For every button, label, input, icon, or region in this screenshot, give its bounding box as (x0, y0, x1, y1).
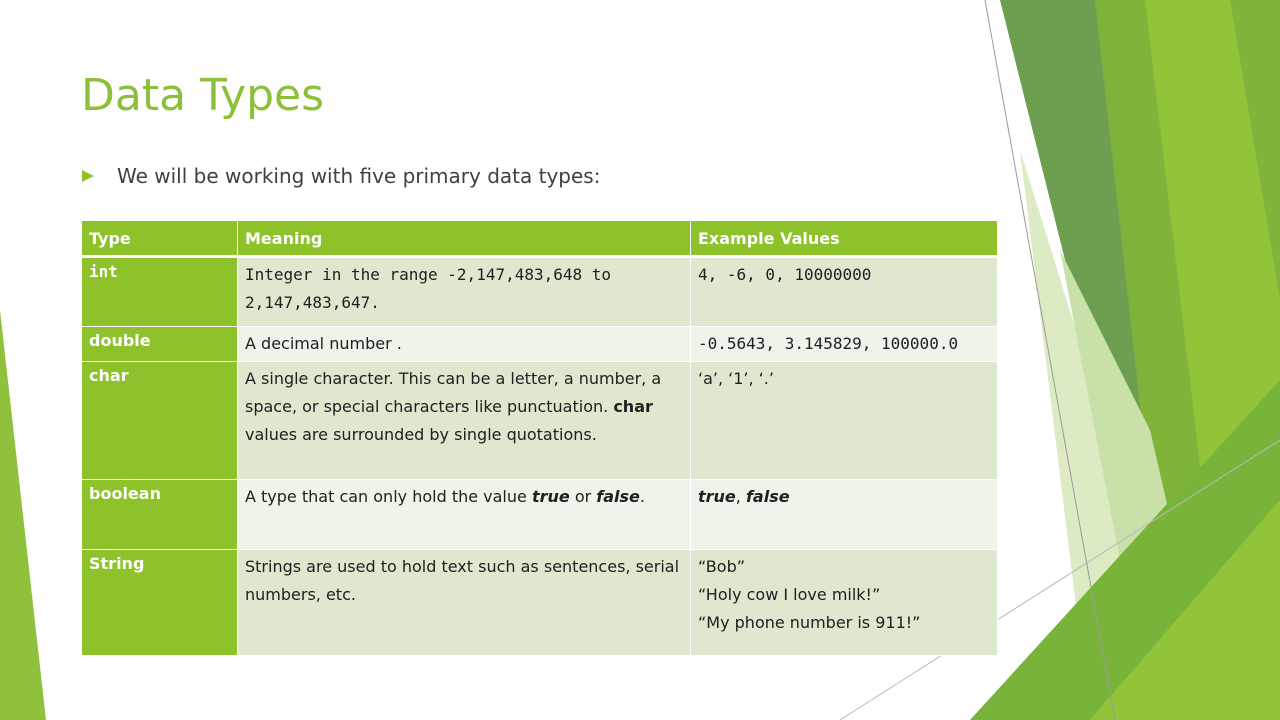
type-cell: int (82, 257, 238, 327)
meaning-false: false (596, 487, 640, 506)
meaning-cell (238, 362, 691, 480)
type-cell: double (82, 327, 238, 362)
meaning-cell: Integer in the range -2,147,483,648 to 2,147,483,647. (238, 257, 691, 327)
bullet-text: We will be working with five primary data types: (117, 164, 601, 188)
table-header-row (82, 221, 998, 257)
example-line: “Holy cow I love milk!” (698, 585, 881, 604)
header-example-values: Example Values (691, 221, 998, 257)
meaning-text: . (639, 487, 645, 506)
bullet-point (81, 164, 600, 188)
type-cell: char (82, 362, 238, 480)
example-true: true (698, 487, 736, 506)
meaning-text: A type that can only hold the value (245, 487, 532, 506)
meaning-cell: Strings are used to hold text such as sentences, serial numbers, etc. (238, 550, 691, 656)
example-false: false (745, 487, 790, 506)
type-cell: String (82, 550, 238, 656)
meaning-true: true (531, 487, 570, 506)
meaning-keyword: char (613, 397, 653, 416)
example-cell: -0.5643, 3.145829, 100000.0 (691, 327, 998, 362)
meaning-cell: A decimal number . (238, 327, 691, 362)
type-cell: boolean (82, 480, 238, 550)
table-row (82, 550, 998, 656)
table-row (82, 362, 998, 480)
table-row (82, 480, 998, 550)
meaning-text: or (569, 487, 597, 506)
meaning-text: A single character. This can be a letter, a number, a space, or special characters like punctuation. (245, 369, 662, 416)
example-cell (691, 480, 998, 550)
example-cell (691, 550, 998, 656)
table-row (82, 257, 998, 327)
example-line: “My phone number is 911!” (698, 613, 921, 632)
table-row (82, 327, 998, 362)
example-cell: 4, -6, 0, 10000000 (691, 257, 998, 327)
example-cell: ‘a’, ‘1’, ‘.’ (691, 362, 998, 480)
slide-title: Data Types (81, 70, 325, 121)
triangle-bullet-icon (81, 169, 95, 183)
header-type: Type (82, 221, 238, 257)
example-separator: , (735, 487, 746, 506)
meaning-cell (238, 480, 691, 550)
meaning-text: values are surrounded by single quotations. (245, 425, 597, 444)
header-meaning: Meaning (238, 221, 691, 257)
deco-left-shape (0, 310, 46, 720)
example-line: “Bob” (698, 557, 746, 576)
data-types-table (81, 220, 998, 656)
